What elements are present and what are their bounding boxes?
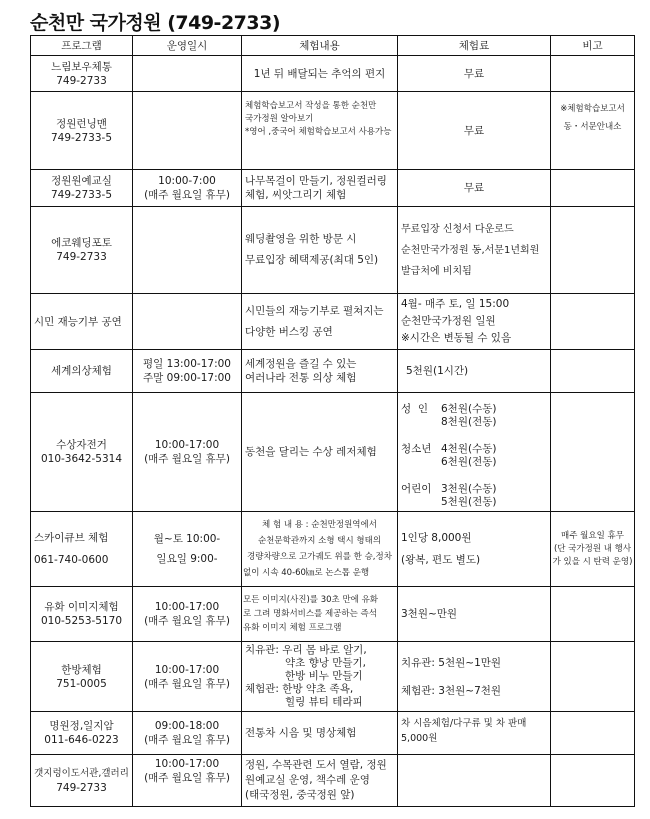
program-cell — [31, 642, 133, 712]
fee-text: 무료입장 신청서 다운로드 — [401, 223, 514, 235]
hours-text: 10:00-17:00 — [154, 663, 220, 676]
content-text: 없이 시속 40-60㎞로 논스톱 운행 — [243, 568, 370, 578]
header-hours: 운영일시 — [133, 36, 242, 56]
program-name: 수상자전거 — [56, 439, 107, 451]
fee-cell — [398, 350, 551, 393]
hours-text: 10:00-17:00 — [154, 439, 220, 451]
hours-cell — [133, 92, 242, 170]
content-cell — [242, 207, 398, 294]
note-cell — [551, 294, 635, 350]
note-cell — [551, 587, 635, 642]
page-title: 순천만 국가정원 (749-2733) — [30, 12, 281, 34]
fee-cell — [398, 712, 551, 755]
fee-cell — [398, 755, 551, 807]
content-text: 1년 뒤 배달되는 추억의 편지 — [253, 67, 386, 80]
program-cell — [31, 350, 133, 393]
program-phone: 749-2733 — [56, 251, 107, 263]
program-phone: 749-2733 — [56, 74, 107, 87]
content-text: 유화 이미지 체험 프로그램 — [243, 623, 342, 633]
note-cell — [551, 512, 635, 587]
program-name: 세계의상체험 — [51, 365, 112, 377]
note-text: 동・서문안내소 — [563, 122, 622, 132]
header-note: 비고 — [551, 36, 635, 56]
note-cell — [551, 350, 635, 393]
fee-cell — [398, 587, 551, 642]
program-name: 갯지렁이도서관,갤러리 — [34, 767, 129, 779]
content-text: 정원, 수목관련 도서 열람, 정원 — [245, 759, 387, 771]
table-row — [31, 56, 635, 92]
program-name: 정원원예교실 — [51, 175, 112, 187]
fee-tier-price: 3천원(수동) — [441, 483, 497, 495]
program-name: 유화 이미지체험 — [44, 601, 119, 613]
content-text: 다양한 버스킹 공연 — [245, 325, 333, 338]
content-text: 체험관: 한방 약초 족욕, — [245, 683, 354, 695]
program-phone: 749-2733-5 — [50, 189, 113, 201]
content-text: 한방 비누 만들기 — [285, 670, 363, 682]
content-text: 체 험 내 용 : 순천만정원역에서 — [262, 520, 377, 530]
table-row — [31, 207, 635, 294]
fee-tier-price: 6천원(수동) — [441, 403, 497, 415]
hours-cell — [133, 512, 242, 587]
program-cell — [31, 755, 133, 807]
hours-cell — [133, 712, 242, 755]
table-row — [31, 393, 635, 512]
program-phone: 010-3642-5314 — [40, 453, 123, 465]
content-text: 여러나라 전통 의상 체험 — [245, 372, 357, 384]
program-name: 정원런닝맨 — [56, 117, 107, 130]
table-row — [31, 712, 635, 755]
program-name: 한방체험 — [61, 663, 102, 676]
program-cell — [31, 207, 133, 294]
fee-cell — [398, 294, 551, 350]
table-row — [31, 350, 635, 393]
content-text: 무료입장 혜택제공(최대 5인) — [245, 254, 379, 266]
content-text: 경량차량으로 고가궤도 위를 한 승,정차 — [247, 552, 392, 562]
note-cell — [551, 712, 635, 755]
program-phone: 751-0005 — [56, 677, 107, 690]
fee-text: 무료 — [463, 124, 485, 137]
program-phone: 749-2733 — [56, 781, 107, 794]
hours-text: 일요일 9:00- — [156, 553, 218, 565]
content-cell — [242, 755, 398, 807]
fee-text: 무료 — [463, 182, 485, 194]
hours-cell — [133, 56, 242, 92]
fee-tier-price: 4천원(수동) — [441, 443, 497, 455]
content-text: 웨딩촬영을 위한 방문 시 — [245, 233, 357, 245]
table-row — [31, 587, 635, 642]
note-cell — [551, 207, 635, 294]
program-cell — [31, 712, 133, 755]
content-cell — [242, 56, 398, 92]
hours-cell — [133, 170, 242, 207]
fee-cell — [398, 56, 551, 92]
hours-text: 주말 09:00-17:00 — [143, 372, 231, 384]
fee-tier-label: 성 인 — [401, 403, 428, 415]
fee-tier-adult — [401, 403, 547, 429]
program-cell — [31, 92, 133, 170]
hours-cell — [133, 393, 242, 512]
content-text: *영어 ,중국어 체험학습보고서 사용가능 — [245, 127, 392, 137]
hours-text: 10:00-7:00 — [158, 175, 216, 187]
content-text: 모든 이미지(사진)를 30초 만에 유화 — [243, 595, 379, 605]
content-text: 로 그려 명화서비스를 제공하는 즉석 — [243, 609, 377, 619]
content-cell — [242, 393, 398, 512]
fee-text: 체험관: 3천원~7천원 — [401, 684, 502, 697]
fee-text: 치유관: 5천원~1만원 — [401, 656, 502, 669]
program-name: 느림보우체통 — [51, 60, 112, 73]
fee-text: 1인당 8,000원 — [401, 532, 472, 544]
program-cell — [31, 170, 133, 207]
hours-text: (매주 월요일 휴무) — [144, 677, 230, 690]
fee-cell — [398, 207, 551, 294]
hours-cell — [133, 755, 242, 807]
content-cell — [242, 294, 398, 350]
content-cell — [242, 642, 398, 712]
hours-text: 평일 13:00-17:00 — [143, 358, 231, 370]
hours-text: (매주 월요일 휴무) — [144, 453, 230, 465]
note-cell — [551, 92, 635, 170]
fee-text: 5,000원 — [401, 733, 438, 744]
hours-text: 10:00-17:00 — [154, 758, 220, 770]
content-text: 체험, 씨앗그리기 체험 — [245, 189, 347, 201]
fee-tier-child — [401, 483, 547, 509]
program-phone: 011-646-0223 — [44, 734, 119, 746]
note-text: 가 있을 시 탄력 운영) — [552, 556, 633, 567]
content-text: 동천을 달리는 수상 레저체험 — [245, 446, 377, 458]
program-cell — [31, 56, 133, 92]
content-cell — [242, 512, 398, 587]
table-header-row — [31, 36, 635, 56]
note-text: 매주 월요일 휴무 — [561, 530, 624, 541]
fee-tier-label: 청소년 — [401, 443, 432, 455]
program-cell — [31, 294, 133, 350]
hours-text: (매주 월요일 휴무) — [144, 734, 230, 746]
fee-text: (왕복, 편도 별도) — [401, 554, 481, 566]
fee-text: 순천만국가정원 일원 — [401, 315, 496, 327]
fee-text: 4월- 매주 토, 일 15:00 — [401, 298, 510, 310]
content-cell — [242, 350, 398, 393]
content-text: 세계정원을 즐길 수 있는 — [245, 358, 357, 370]
fee-tier-price: 6천원(전동) — [441, 456, 497, 468]
content-cell — [242, 92, 398, 170]
fee-text: 3천원~만원 — [401, 608, 458, 620]
content-cell — [242, 587, 398, 642]
content-cell — [242, 712, 398, 755]
fee-cell — [398, 92, 551, 170]
program-phone: 749-2733-5 — [50, 131, 113, 144]
table-row — [31, 92, 635, 170]
content-text: 원예교실 운영, 책수레 운영 — [245, 774, 370, 786]
content-text: 약초 향낭 만들기, — [285, 657, 367, 669]
content-text: (태국정원, 중국정원 앞) — [245, 789, 355, 801]
fee-cell — [398, 170, 551, 207]
fee-text: 발급처에 비치됨 — [401, 265, 472, 277]
table-row — [31, 512, 635, 587]
content-text: 체험학습보고서 작성을 통한 순천만 — [245, 101, 377, 111]
hours-text: (매주 월요일 휴무) — [144, 189, 230, 201]
hours-cell — [133, 642, 242, 712]
fee-text: 5천원(1시간) — [406, 365, 469, 377]
program-phone: 010-5253-5170 — [40, 615, 123, 627]
note-cell — [551, 170, 635, 207]
table-row — [31, 170, 635, 207]
table-row — [31, 642, 635, 712]
note-cell — [551, 755, 635, 807]
note-cell — [551, 56, 635, 92]
note-text: (단 국가정원 내 행사 — [553, 543, 632, 554]
content-cell — [242, 170, 398, 207]
hours-cell — [133, 294, 242, 350]
header-program: 프로그램 — [31, 36, 133, 56]
program-name: 명원정,일지암 — [49, 720, 114, 732]
content-text: 힐링 뷰티 테라피 — [285, 696, 363, 708]
hours-text: (매주 월요일 휴무) — [144, 772, 230, 784]
program-cell — [31, 512, 133, 587]
hours-text: 09:00-18:00 — [154, 720, 220, 732]
fee-cell — [398, 512, 551, 587]
fee-text: 무료 — [463, 67, 485, 80]
hours-cell — [133, 587, 242, 642]
content-text: 시민들의 재능기부로 펼쳐지는 — [245, 304, 384, 317]
fee-tier-price: 5천원(전동) — [441, 496, 497, 508]
program-phone: 061-740-0600 — [34, 554, 109, 566]
content-text: 치유관: 우리 몸 바로 알기, — [245, 644, 367, 656]
program-cell — [31, 393, 133, 512]
program-name: 시민 재능기부 공연 — [34, 315, 122, 328]
content-text: 전통차 시음 및 명상체험 — [245, 727, 357, 739]
fee-text: 차 시음체험/다구류 및 차 판매 — [401, 718, 527, 729]
hours-cell — [133, 350, 242, 393]
header-content: 체험내용 — [242, 36, 398, 56]
program-cell — [31, 587, 133, 642]
hours-text: 10:00-17:00 — [154, 601, 220, 613]
fee-tier-youth — [401, 443, 547, 469]
fee-cell — [398, 393, 551, 512]
note-cell — [551, 642, 635, 712]
table-row — [31, 755, 635, 807]
content-text: 순천문학관까지 소형 택시 형태의 — [257, 536, 382, 546]
fee-text: 순천만국가정원 동,서문1년회원 — [401, 244, 540, 256]
note-cell — [551, 393, 635, 512]
content-text: 국가정원 알아보기 — [245, 114, 314, 124]
fee-tier-label: 어린이 — [401, 483, 432, 495]
hours-text: (매주 월요일 휴무) — [144, 615, 230, 627]
hours-text: 월~토 10:00- — [153, 533, 221, 545]
hours-cell — [133, 207, 242, 294]
table-row — [31, 294, 635, 350]
note-text: ※체험학습보고서 — [560, 104, 625, 114]
fee-text: ※시간은 변동될 수 있음 — [401, 332, 512, 344]
content-text: 나무목걸이 만들기, 정원컬러링 — [245, 175, 387, 187]
program-name: 스카이큐브 체험 — [34, 532, 109, 544]
program-table — [30, 35, 635, 807]
fee-tier-price: 8천원(전동) — [441, 416, 497, 428]
program-name: 에코웨딩포토 — [51, 237, 112, 249]
fee-cell — [398, 642, 551, 712]
header-fee: 체험료 — [398, 36, 551, 56]
